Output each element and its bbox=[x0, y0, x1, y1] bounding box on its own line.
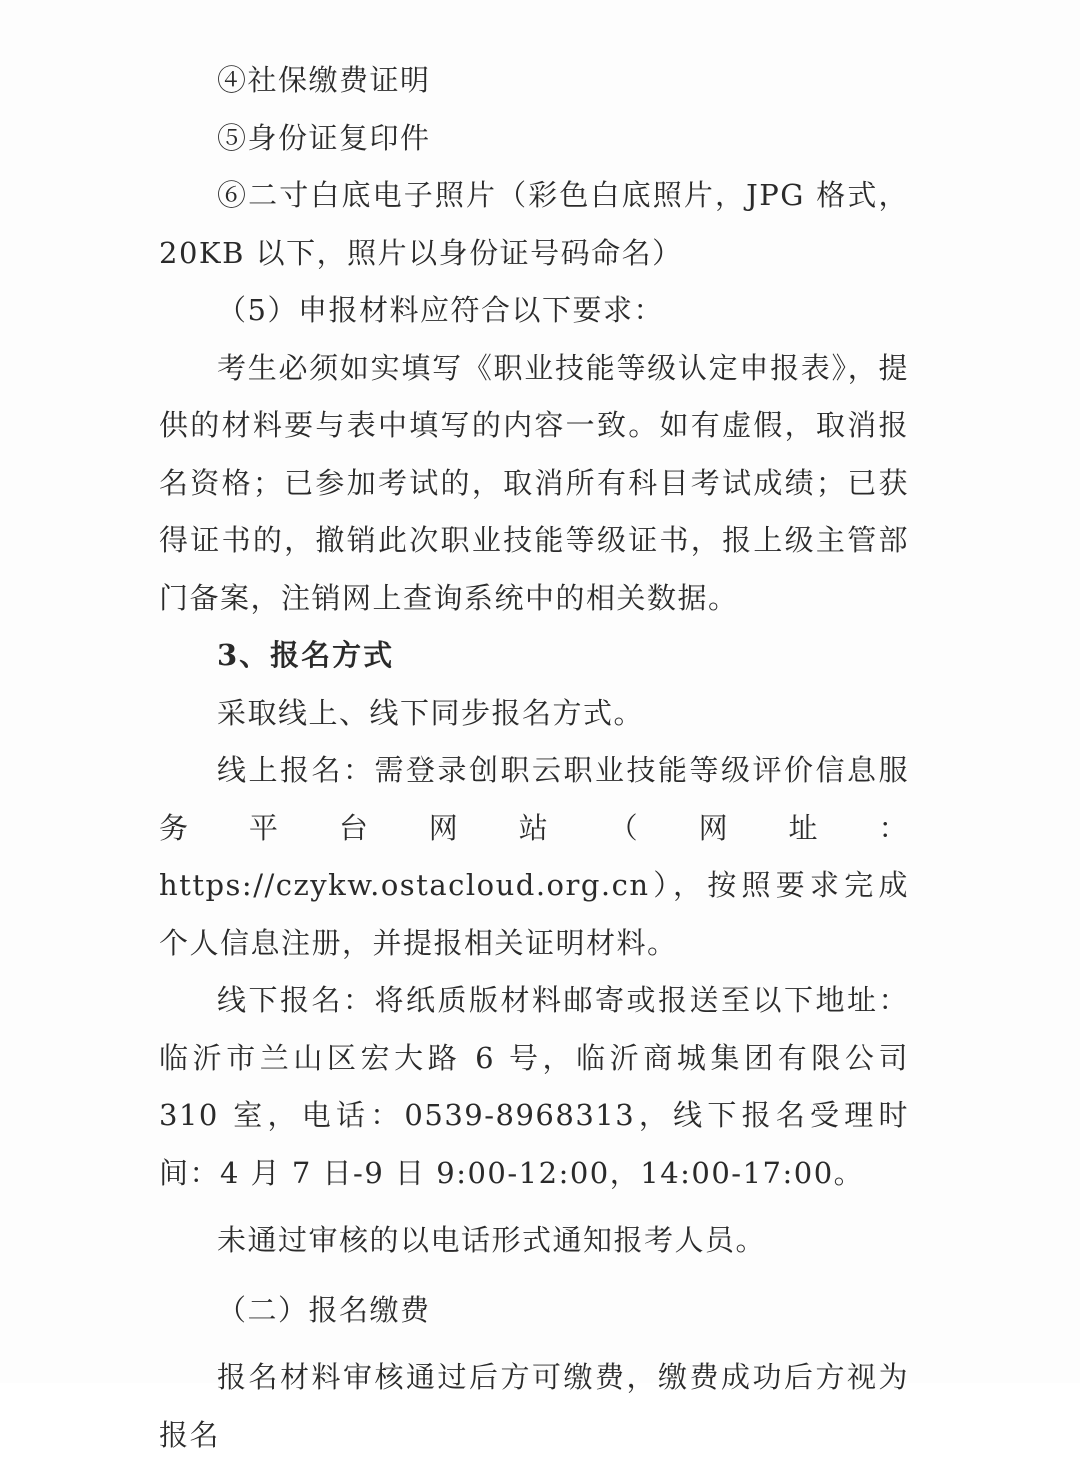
section-heading-payment: （二）报名缴费 bbox=[217, 1292, 431, 1327]
list-item-photo: ⑥二寸白底电子照片（彩色白底照片，JPG 格式，20KB 以下，照片以身份证号码命名） bbox=[159, 178, 909, 270]
document-body bbox=[159, 52, 909, 1464]
paragraph-registration-method: 采取线上、线下同步报名方式。 bbox=[217, 695, 645, 730]
paragraph-offline-registration: 线下报名：将纸质版材料邮寄或报送至以下地址：临沂市兰山区宏大路 6 号，临沂商城集团有限公司 310 室，电话：0539-8968313，线下报名受理时间：4 月 7 日-9 日 9:00-12:00，14:00-17:00。 bbox=[159, 983, 909, 1190]
list-item-id-copy: ⑤身份证复印件 bbox=[217, 120, 431, 155]
subsection-heading-requirements: （5）申报材料应符合以下要求： bbox=[217, 293, 664, 327]
paragraph-online-registration: 线上报名：需登录创职云职业技能等级评价信息服务平台网站（网址：https://czykw.ostacloud.org.cn），按照要求完成个人信息注册，并提报相关证明材料。 bbox=[159, 753, 909, 960]
list-item-social-security: ④社保缴费证明 bbox=[217, 63, 431, 97]
paragraph-payment: 报名材料审核通过后方可缴费，缴费成功后方视为报名 bbox=[159, 1360, 909, 1452]
section-heading-registration-method: 3、报名方式 bbox=[217, 638, 395, 672]
paragraph-requirements: 考生必须如实填写《职业技能等级认定申报表》，提供的材料要与表中填写的内容一致。如有虚假，取消报名资格；已参加考试的，取消所有科目考试成绩；已获得证书的，撤销此次职业技能等级证书，报上级主管部门备案，注销网上查询系统中的相关数据。 bbox=[159, 350, 909, 615]
paragraph-notification: 未通过审核的以电话形式通知报考人员。 bbox=[217, 1223, 767, 1257]
